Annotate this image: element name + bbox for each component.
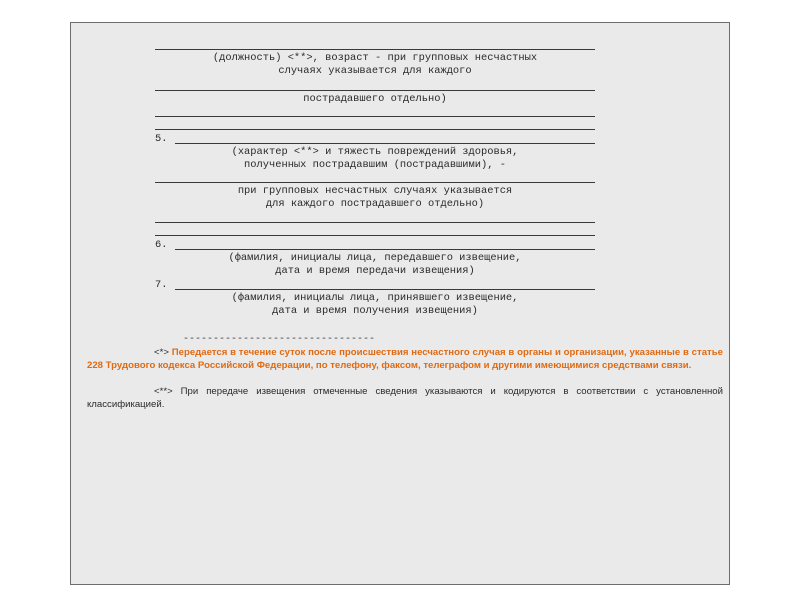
item-number-7: 7. [155, 279, 168, 291]
footnote-2-text: При передаче извещения отмеченные сведения указываются и кодируются в соответствии с установленной классификацией. [87, 386, 724, 410]
item-number-6: 6. [155, 239, 168, 251]
footnote-1-mark: <*> [154, 347, 169, 358]
caption-injury-line2: полученных пострадавшим (пострадавшими), - [244, 159, 506, 171]
blank-line [155, 182, 595, 183]
item-7-line [175, 289, 595, 290]
blank-line [155, 49, 595, 50]
footnote-1 [87, 346, 723, 372]
caption-position-line1: (должность) <**>, возраст - при групповых несчастных [212, 52, 538, 64]
caption-receiver-line2: дата и время получения извещения) [272, 305, 478, 317]
item-6-line [175, 249, 595, 250]
footnote-separator: -------------------------------- [183, 334, 376, 345]
footnote-2 [87, 385, 723, 411]
caption-receiver-line1: (фамилия, инициалы лица, принявшего извещение, [231, 292, 519, 304]
item-5-line [175, 143, 595, 144]
caption-group-line2: для каждого пострадавшего отдельно) [265, 198, 485, 210]
caption-sender-line1: (фамилия, инициалы лица, передавшего извещение, [228, 252, 522, 264]
blank-line [155, 222, 595, 223]
caption-sender-line2: дата и время передачи извещения) [275, 265, 475, 277]
blank-line [155, 235, 595, 236]
item-number-5: 5. [155, 133, 168, 145]
blank-line [155, 90, 595, 91]
caption-group-line1: при групповых несчастных случаях указывается [237, 185, 513, 197]
blank-line [155, 129, 595, 130]
caption-injury-line1: (характер <**> и тяжесть повреждений здоровья, [231, 146, 519, 158]
caption-victim-separately: пострадавшего отдельно) [303, 93, 447, 105]
footnote-1-text: Передается в течение суток после происшествия несчастного случая в органы и организации, указанные в статье 228 Трудового кодекса Российской Федерации, по телефону, факсом, телеграфом и другими имеющимися средствами связи. [87, 347, 723, 371]
footnote-2-mark: <**> [154, 386, 173, 397]
caption-position-line2: случаях указывается для каждого [278, 65, 472, 77]
blank-line [155, 116, 595, 117]
